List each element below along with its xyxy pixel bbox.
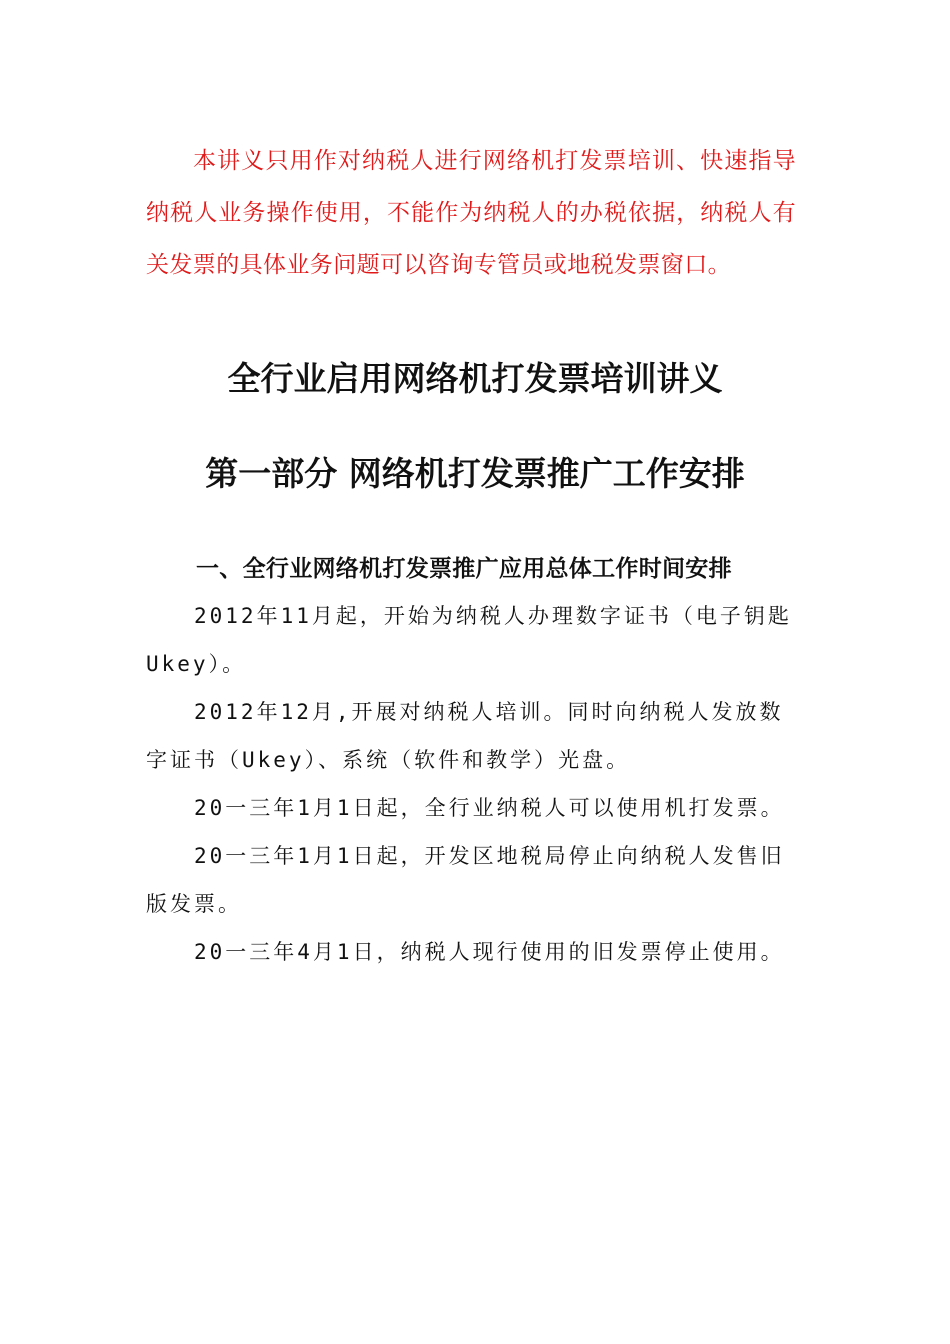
- section-heading: 一、全行业网络机打发票推广应用总体工作时间安排: [196, 556, 732, 582]
- part-title: 第一部分 网络机打发票推广工作安排: [205, 454, 745, 493]
- schedule-list: [146, 592, 801, 976]
- schedule-item: 2012年12月,开展对纳税人培训。同时向纳税人发放数字证书（Ukey）、系统（软件和教学）光盘。: [146, 700, 784, 772]
- disclaimer-paragraph: 本讲义只用作对纳税人进行网络机打发票培训、快速指导纳税人业务操作使用，不能作为纳税人的办税依据，纳税人有关发票的具体业务问题可以咨询专管员或地税发票窗口。: [146, 148, 796, 278]
- schedule-item: 20一三年1月1日起，开发区地税局停止向纳税人发售旧版发票。: [146, 844, 785, 916]
- document-title: 全行业启用网络机打发票培训讲义: [227, 359, 723, 398]
- schedule-item: 20一三年4月1日，纳税人现行使用的旧发票停止使用。: [194, 940, 785, 964]
- schedule-item: 2012年11月起，开始为纳税人办理数字证书（电子钥匙Ukey）。: [146, 604, 792, 676]
- schedule-item: 20一三年1月1日起，全行业纳税人可以使用机打发票。: [194, 796, 785, 820]
